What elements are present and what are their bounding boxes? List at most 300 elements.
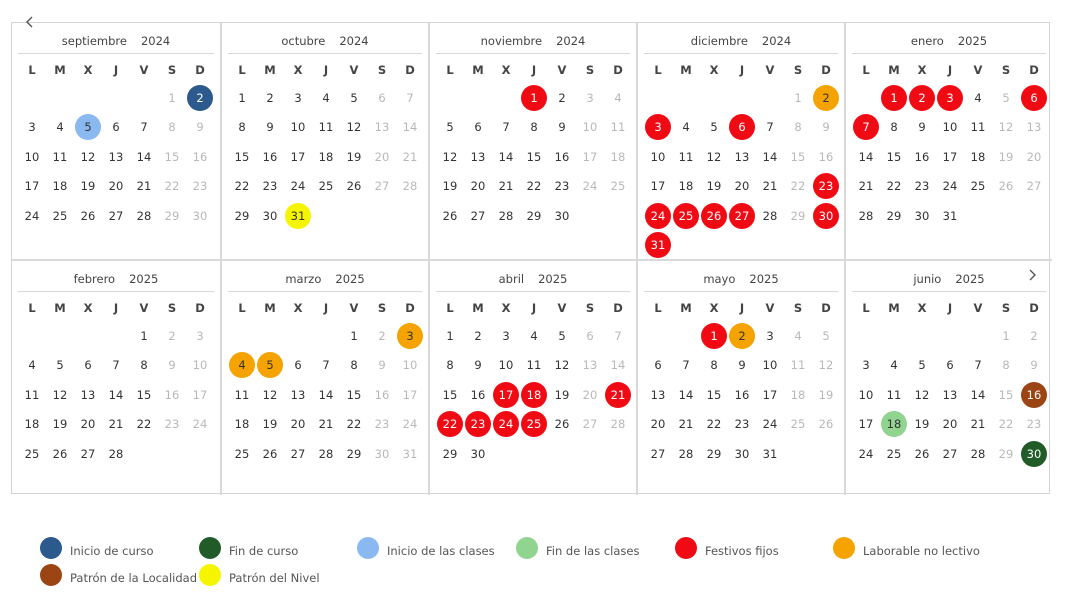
day-cell[interactable]: 15 xyxy=(706,387,722,402)
day-cell[interactable]: 14 xyxy=(402,120,418,135)
day-cell[interactable]: 14 xyxy=(108,387,124,402)
day-cell[interactable]: 9 xyxy=(822,120,830,135)
day-cell[interactable]: 2 xyxy=(378,329,386,343)
day-cell[interactable]: 19 xyxy=(818,387,834,402)
day-cell[interactable]: 18 xyxy=(318,149,334,164)
next-month-button[interactable] xyxy=(1022,265,1042,285)
day-cell[interactable]: 15 xyxy=(442,387,458,402)
day-cell-festivo[interactable]: 1 xyxy=(881,85,907,111)
day-cell[interactable]: 28 xyxy=(498,208,514,223)
day-cell[interactable]: 11 xyxy=(318,120,334,135)
day-cell-festivo[interactable]: 3 xyxy=(937,85,963,111)
day-cell[interactable]: 10 xyxy=(24,149,40,164)
day-cell[interactable]: 17 xyxy=(582,149,598,164)
day-cell[interactable]: 18 xyxy=(234,417,250,432)
day-cell[interactable]: 16 xyxy=(914,149,930,164)
day-cell[interactable]: 4 xyxy=(794,329,802,343)
day-cell[interactable]: 26 xyxy=(554,417,570,432)
day-cell[interactable]: 8 xyxy=(890,120,898,135)
day-cell[interactable]: 24 xyxy=(402,417,418,432)
day-cell[interactable]: 9 xyxy=(474,358,482,373)
day-cell[interactable]: 31 xyxy=(402,446,418,461)
day-cell[interactable]: 13 xyxy=(80,387,96,402)
day-cell[interactable]: 14 xyxy=(498,149,514,164)
day-cell[interactable]: 8 xyxy=(140,358,148,373)
day-cell[interactable]: 26 xyxy=(998,179,1014,194)
day-cell-festivo[interactable]: 1 xyxy=(521,85,547,111)
day-cell[interactable]: 20 xyxy=(734,179,750,194)
day-cell[interactable]: 29 xyxy=(164,208,180,223)
day-cell[interactable]: 30 xyxy=(554,208,570,223)
day-cell[interactable]: 30 xyxy=(470,446,486,461)
day-cell[interactable]: 18 xyxy=(790,387,806,402)
day-cell[interactable]: 19 xyxy=(52,417,68,432)
day-cell[interactable]: 15 xyxy=(346,387,362,402)
day-cell[interactable]: 21 xyxy=(136,179,152,194)
day-cell[interactable]: 29 xyxy=(346,446,362,461)
day-cell-festivo[interactable]: 21 xyxy=(605,382,631,408)
day-cell[interactable]: 15 xyxy=(886,149,902,164)
day-cell[interactable]: 13 xyxy=(1026,120,1042,135)
day-cell[interactable]: 14 xyxy=(610,358,626,373)
day-cell[interactable]: 23 xyxy=(374,417,390,432)
day-cell[interactable]: 30 xyxy=(374,446,390,461)
day-cell[interactable]: 19 xyxy=(998,149,1014,164)
day-cell[interactable]: 21 xyxy=(678,417,694,432)
day-cell[interactable]: 8 xyxy=(446,358,454,373)
day-cell[interactable]: 30 xyxy=(262,208,278,223)
day-cell[interactable]: 28 xyxy=(970,446,986,461)
day-cell[interactable]: 20 xyxy=(942,417,958,432)
day-cell-inicio-clases[interactable]: 5 xyxy=(75,114,101,140)
day-cell[interactable]: 18 xyxy=(52,179,68,194)
day-cell[interactable]: 10 xyxy=(192,358,208,373)
day-cell[interactable]: 14 xyxy=(136,149,152,164)
day-cell[interactable]: 4 xyxy=(530,329,538,343)
day-cell[interactable]: 9 xyxy=(738,358,746,373)
day-cell[interactable]: 3 xyxy=(294,91,302,105)
day-cell[interactable]: 9 xyxy=(168,358,176,373)
day-cell[interactable]: 4 xyxy=(56,120,64,135)
day-cell[interactable]: 23 xyxy=(1026,417,1042,432)
day-cell[interactable]: 26 xyxy=(442,208,458,223)
day-cell[interactable]: 19 xyxy=(706,179,722,194)
day-cell[interactable]: 23 xyxy=(734,417,750,432)
day-cell[interactable]: 1 xyxy=(238,91,246,105)
day-cell[interactable]: 20 xyxy=(80,417,96,432)
day-cell[interactable]: 30 xyxy=(192,208,208,223)
day-cell[interactable]: 3 xyxy=(862,358,870,373)
day-cell[interactable]: 6 xyxy=(946,358,954,373)
day-cell[interactable]: 10 xyxy=(402,358,418,373)
day-cell[interactable]: 29 xyxy=(706,446,722,461)
day-cell-festivo[interactable]: 25 xyxy=(673,203,699,229)
day-cell[interactable]: 9 xyxy=(266,120,274,135)
day-cell[interactable]: 17 xyxy=(192,387,208,402)
day-cell[interactable]: 24 xyxy=(24,208,40,223)
day-cell-fin-curso[interactable]: 30 xyxy=(1021,441,1047,467)
day-cell[interactable]: 10 xyxy=(942,120,958,135)
day-cell[interactable]: 11 xyxy=(24,387,40,402)
day-cell-festivo[interactable]: 24 xyxy=(645,203,671,229)
day-cell[interactable]: 14 xyxy=(858,149,874,164)
day-cell[interactable]: 7 xyxy=(614,329,622,343)
day-cell-festivo[interactable]: 7 xyxy=(853,114,879,140)
day-cell[interactable]: 29 xyxy=(234,208,250,223)
day-cell[interactable]: 5 xyxy=(710,120,718,135)
day-cell[interactable]: 6 xyxy=(84,358,92,373)
day-cell[interactable]: 15 xyxy=(234,149,250,164)
day-cell[interactable]: 22 xyxy=(136,417,152,432)
day-cell[interactable]: 25 xyxy=(610,179,626,194)
day-cell[interactable]: 5 xyxy=(558,329,566,343)
day-cell[interactable]: 9 xyxy=(1030,358,1038,373)
day-cell-festivo[interactable]: 25 xyxy=(521,411,547,437)
day-cell[interactable]: 26 xyxy=(914,446,930,461)
day-cell[interactable]: 21 xyxy=(858,179,874,194)
day-cell[interactable]: 16 xyxy=(192,149,208,164)
day-cell[interactable]: 23 xyxy=(914,179,930,194)
day-cell[interactable]: 19 xyxy=(80,179,96,194)
day-cell[interactable]: 11 xyxy=(970,120,986,135)
day-cell[interactable]: 7 xyxy=(140,120,148,135)
day-cell[interactable]: 24 xyxy=(582,179,598,194)
day-cell[interactable]: 27 xyxy=(470,208,486,223)
day-cell-festivo[interactable]: 30 xyxy=(813,203,839,229)
day-cell[interactable]: 6 xyxy=(474,120,482,135)
day-cell[interactable]: 24 xyxy=(858,446,874,461)
day-cell[interactable]: 28 xyxy=(678,446,694,461)
day-cell[interactable]: 14 xyxy=(970,387,986,402)
day-cell[interactable]: 26 xyxy=(818,417,834,432)
day-cell[interactable]: 12 xyxy=(998,120,1014,135)
day-cell[interactable]: 10 xyxy=(582,120,598,135)
day-cell[interactable]: 2 xyxy=(558,91,566,105)
day-cell[interactable]: 5 xyxy=(446,120,454,135)
day-cell[interactable]: 13 xyxy=(942,387,958,402)
day-cell[interactable]: 9 xyxy=(558,120,566,135)
day-cell[interactable]: 2 xyxy=(474,329,482,343)
day-cell[interactable]: 19 xyxy=(346,149,362,164)
day-cell[interactable]: 12 xyxy=(706,149,722,164)
day-cell[interactable]: 12 xyxy=(346,120,362,135)
day-cell[interactable]: 4 xyxy=(28,358,36,373)
day-cell[interactable]: 27 xyxy=(650,446,666,461)
day-cell[interactable]: 28 xyxy=(108,446,124,461)
day-cell[interactable]: 17 xyxy=(402,387,418,402)
day-cell[interactable]: 3 xyxy=(196,329,204,343)
day-cell[interactable]: 22 xyxy=(886,179,902,194)
day-cell[interactable]: 27 xyxy=(290,446,306,461)
day-cell[interactable]: 11 xyxy=(790,358,806,373)
day-cell[interactable]: 16 xyxy=(164,387,180,402)
day-cell-festivo[interactable]: 24 xyxy=(493,411,519,437)
day-cell[interactable]: 1 xyxy=(446,329,454,343)
day-cell[interactable]: 13 xyxy=(582,358,598,373)
day-cell[interactable]: 16 xyxy=(374,387,390,402)
day-cell[interactable]: 28 xyxy=(858,208,874,223)
day-cell[interactable]: 3 xyxy=(586,91,594,105)
day-cell[interactable]: 26 xyxy=(80,208,96,223)
day-cell[interactable]: 18 xyxy=(24,417,40,432)
day-cell-festivo[interactable]: 18 xyxy=(521,382,547,408)
day-cell[interactable]: 9 xyxy=(378,358,386,373)
day-cell[interactable]: 4 xyxy=(974,91,982,105)
day-cell[interactable]: 6 xyxy=(586,329,594,343)
day-cell[interactable]: 19 xyxy=(914,417,930,432)
day-cell[interactable]: 19 xyxy=(442,179,458,194)
day-cell-laborable[interactable]: 2 xyxy=(729,323,755,349)
day-cell[interactable]: 8 xyxy=(238,120,246,135)
day-cell[interactable]: 7 xyxy=(502,120,510,135)
day-cell-festivo[interactable]: 23 xyxy=(465,411,491,437)
day-cell-patron-localidad[interactable]: 16 xyxy=(1021,382,1047,408)
day-cell[interactable]: 31 xyxy=(942,208,958,223)
day-cell[interactable]: 27 xyxy=(374,179,390,194)
day-cell[interactable]: 25 xyxy=(886,446,902,461)
day-cell[interactable]: 2 xyxy=(1030,329,1038,343)
day-cell-laborable[interactable]: 3 xyxy=(397,323,423,349)
day-cell[interactable]: 16 xyxy=(262,149,278,164)
day-cell[interactable]: 22 xyxy=(526,179,542,194)
day-cell[interactable]: 27 xyxy=(582,417,598,432)
day-cell[interactable]: 8 xyxy=(168,120,176,135)
day-cell[interactable]: 8 xyxy=(530,120,538,135)
day-cell[interactable]: 7 xyxy=(322,358,330,373)
day-cell[interactable]: 9 xyxy=(918,120,926,135)
day-cell[interactable]: 22 xyxy=(234,179,250,194)
day-cell-fin-clases[interactable]: 18 xyxy=(881,411,907,437)
day-cell[interactable]: 5 xyxy=(918,358,926,373)
day-cell[interactable]: 15 xyxy=(164,149,180,164)
day-cell[interactable]: 7 xyxy=(682,358,690,373)
day-cell[interactable]: 30 xyxy=(734,446,750,461)
day-cell-festivo[interactable]: 17 xyxy=(493,382,519,408)
day-cell-festivo[interactable]: 26 xyxy=(701,203,727,229)
day-cell[interactable]: 17 xyxy=(942,149,958,164)
day-cell[interactable]: 11 xyxy=(886,387,902,402)
day-cell[interactable]: 3 xyxy=(28,120,36,135)
day-cell[interactable]: 8 xyxy=(350,358,358,373)
day-cell[interactable]: 11 xyxy=(526,358,542,373)
day-cell[interactable]: 11 xyxy=(234,387,250,402)
day-cell[interactable]: 1 xyxy=(350,329,358,343)
day-cell[interactable]: 27 xyxy=(1026,179,1042,194)
day-cell-festivo[interactable]: 3 xyxy=(645,114,671,140)
day-cell[interactable]: 23 xyxy=(262,179,278,194)
day-cell[interactable]: 23 xyxy=(192,179,208,194)
day-cell[interactable]: 7 xyxy=(112,358,120,373)
day-cell[interactable]: 21 xyxy=(108,417,124,432)
day-cell[interactable]: 21 xyxy=(498,179,514,194)
day-cell[interactable]: 15 xyxy=(136,387,152,402)
day-cell[interactable]: 22 xyxy=(790,179,806,194)
day-cell[interactable]: 22 xyxy=(998,417,1014,432)
day-cell[interactable]: 3 xyxy=(502,329,510,343)
day-cell[interactable]: 29 xyxy=(790,208,806,223)
day-cell[interactable]: 27 xyxy=(108,208,124,223)
day-cell[interactable]: 10 xyxy=(498,358,514,373)
day-cell[interactable]: 12 xyxy=(818,358,834,373)
day-cell[interactable]: 25 xyxy=(970,179,986,194)
day-cell-festivo[interactable]: 23 xyxy=(813,173,839,199)
day-cell[interactable]: 12 xyxy=(80,149,96,164)
day-cell[interactable]: 29 xyxy=(998,446,1014,461)
day-cell[interactable]: 14 xyxy=(762,149,778,164)
day-cell[interactable]: 10 xyxy=(858,387,874,402)
day-cell-laborable[interactable]: 2 xyxy=(813,85,839,111)
day-cell[interactable]: 23 xyxy=(554,179,570,194)
day-cell[interactable]: 6 xyxy=(378,91,386,105)
day-cell[interactable]: 18 xyxy=(678,179,694,194)
day-cell[interactable]: 17 xyxy=(650,179,666,194)
day-cell[interactable]: 4 xyxy=(682,120,690,135)
day-cell[interactable]: 5 xyxy=(56,358,64,373)
day-cell[interactable]: 29 xyxy=(526,208,542,223)
day-cell[interactable]: 25 xyxy=(234,446,250,461)
day-cell-patron-nivel[interactable]: 31 xyxy=(285,203,311,229)
day-cell[interactable]: 10 xyxy=(762,358,778,373)
day-cell[interactable]: 31 xyxy=(762,446,778,461)
day-cell[interactable]: 17 xyxy=(290,149,306,164)
day-cell[interactable]: 28 xyxy=(402,179,418,194)
day-cell[interactable]: 26 xyxy=(346,179,362,194)
day-cell[interactable]: 21 xyxy=(762,179,778,194)
day-cell[interactable]: 9 xyxy=(196,120,204,135)
day-cell[interactable]: 16 xyxy=(734,387,750,402)
day-cell[interactable]: 16 xyxy=(470,387,486,402)
day-cell[interactable]: 4 xyxy=(614,91,622,105)
day-cell[interactable]: 23 xyxy=(164,417,180,432)
day-cell[interactable]: 15 xyxy=(998,387,1014,402)
day-cell[interactable]: 20 xyxy=(582,387,598,402)
day-cell-festivo[interactable]: 22 xyxy=(437,411,463,437)
day-cell[interactable]: 2 xyxy=(168,329,176,343)
day-cell[interactable]: 14 xyxy=(318,387,334,402)
day-cell[interactable]: 20 xyxy=(1026,149,1042,164)
day-cell[interactable]: 12 xyxy=(554,358,570,373)
day-cell[interactable]: 27 xyxy=(942,446,958,461)
day-cell-festivo[interactable]: 31 xyxy=(645,232,671,258)
day-cell[interactable]: 1 xyxy=(1002,329,1010,343)
day-cell[interactable]: 27 xyxy=(80,446,96,461)
day-cell[interactable]: 3 xyxy=(766,329,774,343)
day-cell[interactable]: 28 xyxy=(136,208,152,223)
day-cell[interactable]: 12 xyxy=(914,387,930,402)
day-cell[interactable]: 19 xyxy=(554,387,570,402)
day-cell[interactable]: 20 xyxy=(374,149,390,164)
day-cell[interactable]: 16 xyxy=(554,149,570,164)
day-cell[interactable]: 4 xyxy=(890,358,898,373)
day-cell[interactable]: 7 xyxy=(766,120,774,135)
day-cell[interactable]: 10 xyxy=(650,149,666,164)
day-cell[interactable]: 6 xyxy=(654,358,662,373)
day-cell[interactable]: 4 xyxy=(322,91,330,105)
day-cell[interactable]: 26 xyxy=(262,446,278,461)
day-cell[interactable]: 5 xyxy=(1002,91,1010,105)
day-cell[interactable]: 6 xyxy=(112,120,120,135)
day-cell[interactable]: 20 xyxy=(470,179,486,194)
day-cell-festivo[interactable]: 27 xyxy=(729,203,755,229)
day-cell[interactable]: 28 xyxy=(610,417,626,432)
day-cell[interactable]: 24 xyxy=(192,417,208,432)
day-cell[interactable]: 19 xyxy=(262,417,278,432)
day-cell[interactable]: 16 xyxy=(818,149,834,164)
day-cell[interactable]: 12 xyxy=(52,387,68,402)
prev-month-button[interactable] xyxy=(20,12,40,32)
day-cell-festivo[interactable]: 2 xyxy=(909,85,935,111)
day-cell[interactable]: 11 xyxy=(610,120,626,135)
day-cell[interactable]: 28 xyxy=(762,208,778,223)
day-cell[interactable]: 7 xyxy=(974,358,982,373)
day-cell[interactable]: 25 xyxy=(318,179,334,194)
day-cell[interactable]: 17 xyxy=(762,387,778,402)
day-cell[interactable]: 1 xyxy=(140,329,148,343)
day-cell[interactable]: 18 xyxy=(610,149,626,164)
day-cell[interactable]: 15 xyxy=(790,149,806,164)
day-cell[interactable]: 24 xyxy=(290,179,306,194)
day-cell[interactable]: 6 xyxy=(294,358,302,373)
day-cell[interactable]: 18 xyxy=(970,149,986,164)
day-cell[interactable]: 13 xyxy=(650,387,666,402)
day-cell[interactable]: 20 xyxy=(650,417,666,432)
day-cell-festivo[interactable]: 6 xyxy=(1021,85,1047,111)
day-cell[interactable]: 13 xyxy=(290,387,306,402)
day-cell[interactable]: 7 xyxy=(406,91,414,105)
day-cell[interactable]: 28 xyxy=(318,446,334,461)
day-cell-laborable[interactable]: 5 xyxy=(257,352,283,378)
day-cell[interactable]: 17 xyxy=(24,179,40,194)
day-cell[interactable]: 25 xyxy=(24,446,40,461)
day-cell-laborable[interactable]: 4 xyxy=(229,352,255,378)
day-cell[interactable]: 13 xyxy=(734,149,750,164)
day-cell[interactable]: 14 xyxy=(678,387,694,402)
day-cell[interactable]: 21 xyxy=(970,417,986,432)
day-cell[interactable]: 10 xyxy=(290,120,306,135)
day-cell[interactable]: 8 xyxy=(794,120,802,135)
day-cell[interactable]: 22 xyxy=(164,179,180,194)
day-cell[interactable]: 20 xyxy=(108,179,124,194)
day-cell[interactable]: 13 xyxy=(374,120,390,135)
day-cell[interactable]: 2 xyxy=(266,91,274,105)
day-cell[interactable]: 8 xyxy=(710,358,718,373)
day-cell-festivo[interactable]: 6 xyxy=(729,114,755,140)
day-cell[interactable]: 29 xyxy=(442,446,458,461)
day-cell[interactable]: 21 xyxy=(402,149,418,164)
day-cell[interactable]: 22 xyxy=(346,417,362,432)
day-cell[interactable]: 21 xyxy=(318,417,334,432)
day-cell[interactable]: 5 xyxy=(350,91,358,105)
day-cell[interactable]: 17 xyxy=(858,417,874,432)
day-cell-festivo[interactable]: 1 xyxy=(701,323,727,349)
day-cell[interactable]: 5 xyxy=(822,329,830,343)
day-cell[interactable]: 22 xyxy=(706,417,722,432)
day-cell[interactable]: 11 xyxy=(678,149,694,164)
day-cell[interactable]: 1 xyxy=(794,91,802,105)
day-cell[interactable]: 24 xyxy=(762,417,778,432)
day-cell[interactable]: 12 xyxy=(262,387,278,402)
day-cell[interactable]: 15 xyxy=(526,149,542,164)
day-cell[interactable]: 1 xyxy=(168,91,176,105)
day-cell-inicio-curso[interactable]: 2 xyxy=(187,85,213,111)
day-cell[interactable]: 26 xyxy=(52,446,68,461)
day-cell[interactable]: 13 xyxy=(470,149,486,164)
day-cell[interactable]: 20 xyxy=(290,417,306,432)
day-cell[interactable]: 12 xyxy=(442,149,458,164)
day-cell[interactable]: 29 xyxy=(886,208,902,223)
day-cell[interactable]: 24 xyxy=(942,179,958,194)
day-cell[interactable]: 25 xyxy=(790,417,806,432)
